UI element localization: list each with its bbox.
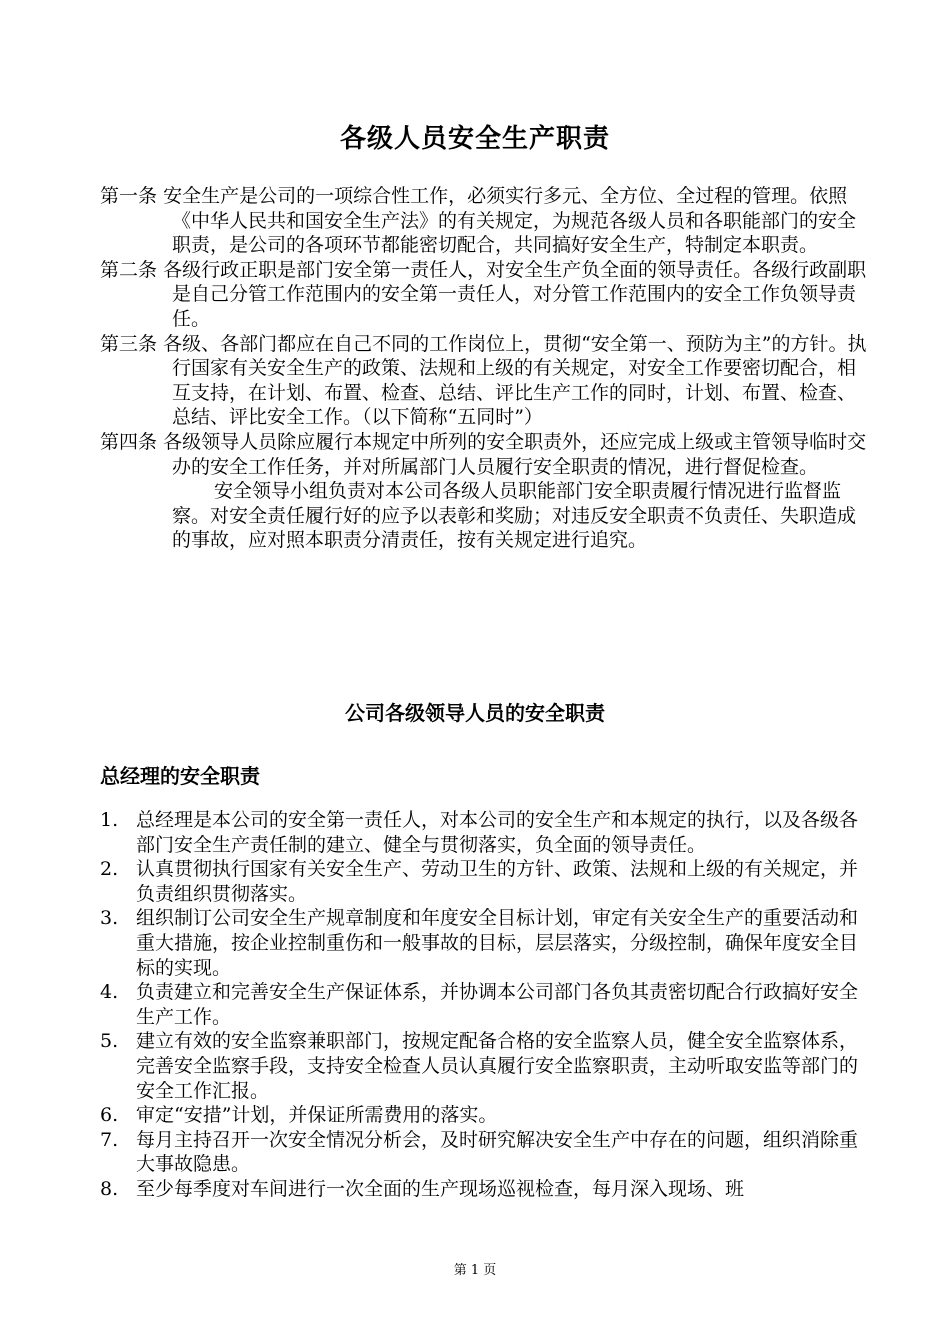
list-item-text: 总经理是本公司的安全第一责任人，对本公司的安全生产和本规定的执行，以及各级各部门安全生产责任制的建立、健全与贯彻落实，负全面的领导责任。 bbox=[136, 809, 859, 856]
list-item bbox=[100, 808, 870, 857]
list-item bbox=[100, 906, 870, 980]
list-item bbox=[100, 1103, 870, 1128]
article-4 bbox=[100, 430, 870, 479]
list-item-text: 每月主持召开一次安全情况分析会，及时研究解决安全生产中存在的问题，组织消除重大事故隐患。 bbox=[136, 1128, 859, 1176]
list-item-number: 2. bbox=[100, 858, 119, 881]
list-item-number: 5. bbox=[100, 1030, 119, 1053]
article-text: 各级领导人员除应履行本规定中所列的安全职责外，还应完成上级或主管领导临时交办的安全工作任务，并对所属部门人员履行安全职责的情况，进行督促检查。 bbox=[163, 430, 867, 478]
article-4-extra-paragraph: 安全领导小组负责对本公司各级人员职能部门安全职责履行情况进行监督监察。对安全责任履行好的应予以表彰和奖励；对违反安全职责不负责任、失职造成的事故，应对照本职责分清责任，按有关规定进行追究。 bbox=[172, 480, 857, 552]
list-item-number: 4. bbox=[100, 981, 119, 1004]
document-title: 各级人员安全生产职责 bbox=[339, 124, 610, 154]
list-item bbox=[100, 980, 870, 1029]
article-label: 第三条 bbox=[100, 332, 158, 355]
article-3 bbox=[100, 332, 870, 430]
article-label: 第二条 bbox=[100, 258, 158, 281]
list-item-number: 6. bbox=[100, 1104, 119, 1127]
article-text: 安全生产是公司的一项综合性工作，必须实行多元、全方位、全过程的管理。依照《中华人民共和国安全生产法》的有关规定，为规范各级人员和各职能部门的安全职责，是公司的各项环节都能密切配合，共同搞好安全生产，特制定本职责。 bbox=[163, 185, 857, 257]
list-item-number: 1. bbox=[100, 809, 119, 831]
subsection-title: 总经理的安全职责 bbox=[100, 764, 260, 788]
list-item bbox=[100, 1128, 870, 1177]
list-item-number: 3. bbox=[100, 907, 119, 930]
article-text: 各级、各部门都应在自己不同的工作岗位上，贯彻“安全第一、预防为主”的方针。执行国家有关安全生产的政策、法规和上级的有关规定，对安全工作要密切配合，相互支持，在计划、布置、检查、总结、评比生产工作的同时，计划、布置、检查、总结、评比安全工作。（以下简称“五同时”） bbox=[163, 332, 867, 429]
list-item-text: 组织制订公司安全生产规章制度和年度安全目标计划，审定有关安全生产的重要活动和重大措施，按企业控制重伤和一般事故的目标，层层落实，分级控制，确保年度安全目标的实现。 bbox=[136, 907, 859, 979]
list-item-number: 7. bbox=[100, 1128, 119, 1151]
duty-list bbox=[100, 808, 870, 1202]
list-item-text: 负责建立和完善安全生产保证体系，并协调本公司部门各负其责密切配合行政搞好安全生产工作。 bbox=[136, 981, 859, 1028]
list-item bbox=[100, 1177, 870, 1202]
list-item-text: 至少每季度对车间进行一次全面的生产现场巡视检查，每月深入现场、班 bbox=[136, 1177, 745, 1200]
article-2 bbox=[100, 258, 870, 332]
list-item bbox=[100, 857, 870, 906]
article-1 bbox=[100, 184, 870, 258]
list-item-text: 认真贯彻执行国家有关安全生产、劳动卫生的方针、政策、法规和上级的有关规定，并负责组织贯彻落实。 bbox=[136, 858, 859, 905]
article-label: 第一条 bbox=[100, 185, 158, 207]
section-title: 公司各级领导人员的安全职责 bbox=[345, 701, 605, 725]
list-item-text: 建立有效的安全监察兼职部门，按规定配备合格的安全监察人员，健全安全监察体系，完善安全监察手段，支持安全检查人员认真履行安全监察职责，主动听取安监等部门的安全工作汇报。 bbox=[136, 1030, 859, 1102]
article-label: 第四条 bbox=[100, 430, 158, 453]
article-text: 各级行政正职是部门安全第一责任人，对安全生产负全面的领导责任。各级行政副职是自己分管工作范围内的安全第一责任人，对分管工作范围内的安全工作负领导责任。 bbox=[163, 258, 867, 330]
page-number: 第 1 页 bbox=[453, 1263, 497, 1278]
list-item-text: 审定“安措”计划，并保证所需费用的落实。 bbox=[136, 1104, 498, 1127]
articles-section bbox=[100, 184, 870, 553]
list-item-number: 8. bbox=[100, 1177, 119, 1200]
list-item bbox=[100, 1029, 870, 1103]
